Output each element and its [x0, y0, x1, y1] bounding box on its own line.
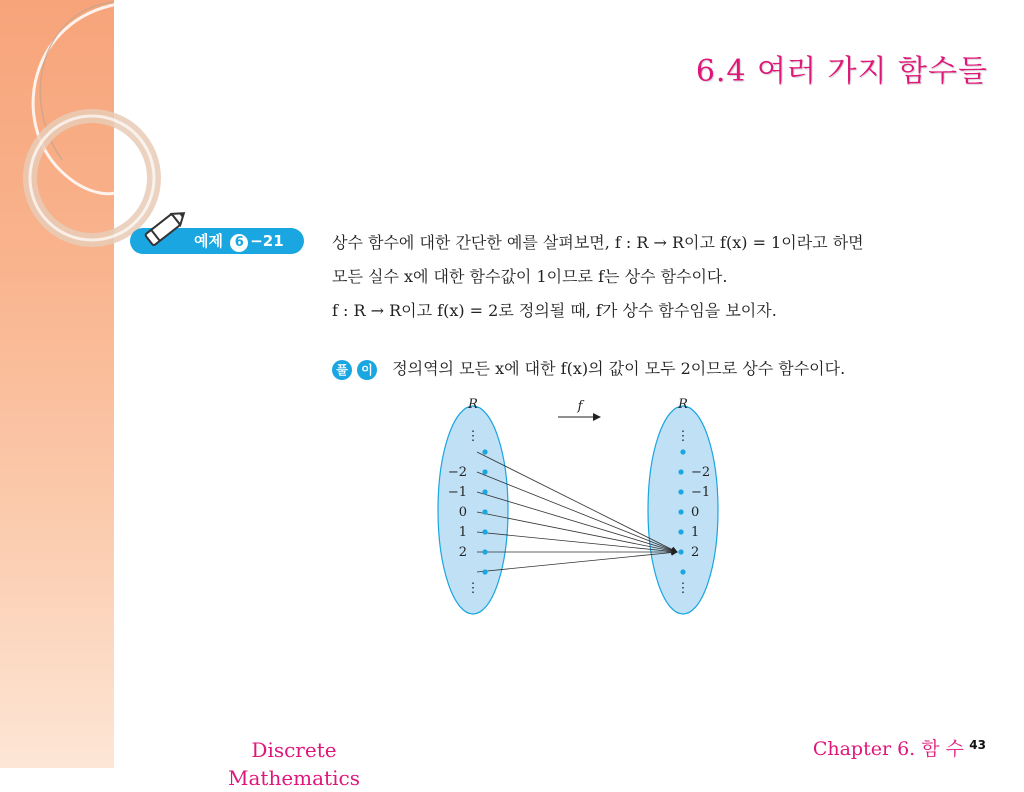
solution	[332, 356, 845, 380]
domain-point-extra	[482, 569, 487, 574]
example-badge-suffix: −21	[250, 232, 284, 250]
domain-point	[482, 529, 487, 534]
domain-point	[482, 469, 487, 474]
solution-badge-1: 풀	[332, 360, 352, 380]
codomain-point-extra	[680, 569, 685, 574]
example-badge-prefix: 예제	[194, 232, 223, 250]
problem-statement	[332, 226, 982, 328]
domain-point-extra	[482, 449, 487, 454]
example-badge-number: 6	[230, 234, 248, 252]
problem-line-2: 모든 실수 x에 대한 함수값이 1이므로 f는 상수 함수이다.	[332, 267, 728, 286]
domain-value-label: −1	[447, 485, 467, 500]
codomain-value-label: 2	[691, 545, 700, 560]
example-badge	[128, 206, 308, 256]
codomain-point	[678, 509, 683, 514]
domain-value-label: −2	[447, 465, 467, 480]
codomain-value-label: −1	[691, 485, 711, 500]
domain-value-label: 2	[458, 545, 467, 560]
domain-point	[482, 509, 487, 514]
domain-ellipsis-top: ⋮	[466, 429, 480, 444]
codomain-point	[678, 489, 683, 494]
pencil-icon	[134, 206, 194, 254]
mapping-arrow-extra	[477, 552, 677, 572]
solution-badge	[332, 359, 377, 380]
function-label: f	[577, 399, 583, 414]
codomain-value-label: 1	[691, 525, 700, 540]
domain-label: R	[468, 397, 478, 412]
codomain-point-extra	[680, 449, 685, 454]
problem-line-3: f : R → R이고 f(x) = 2로 정의될 때, f가 상수 함수임을 보이자.	[332, 301, 777, 320]
problem-line-1: 상수 함수에 대한 간단한 예를 살펴보면, f : R → R이고 f(x) = 1이라고 하면	[332, 233, 864, 252]
codomain-value-label: −2	[691, 465, 711, 480]
domain-value-label: 0	[458, 505, 467, 520]
domain-value-label: 1	[458, 525, 467, 540]
decorative-rings	[0, 0, 200, 320]
page-number: 43	[969, 738, 986, 752]
footer-course-title: Discrete Mathematics	[228, 738, 360, 790]
codomain-label: R	[678, 397, 688, 412]
domain-point	[482, 489, 487, 494]
slide-title: 6.4 여러 가지 함수들	[695, 54, 988, 89]
example-badge-label	[194, 230, 284, 252]
codomain-ellipsis-top: ⋮	[676, 429, 690, 444]
solution-text: 정의역의 모든 x에 대한 f(x)의 값이 모두 2이므로 상수 함수이다.	[392, 359, 846, 378]
codomain-point	[678, 529, 683, 534]
function-mapping-diagram	[420, 392, 740, 622]
codomain-ellipsis-bottom: ⋮	[676, 581, 690, 596]
codomain-point	[678, 549, 683, 554]
decorative-arc	[33, 4, 118, 194]
solution-badge-2: 이	[357, 360, 377, 380]
footer-chapter: Chapter 6. 함 수	[812, 738, 964, 760]
codomain-value-label: 0	[691, 505, 700, 520]
domain-ellipsis-bottom: ⋮	[466, 581, 480, 596]
domain-point	[482, 549, 487, 554]
codomain-point	[678, 469, 683, 474]
